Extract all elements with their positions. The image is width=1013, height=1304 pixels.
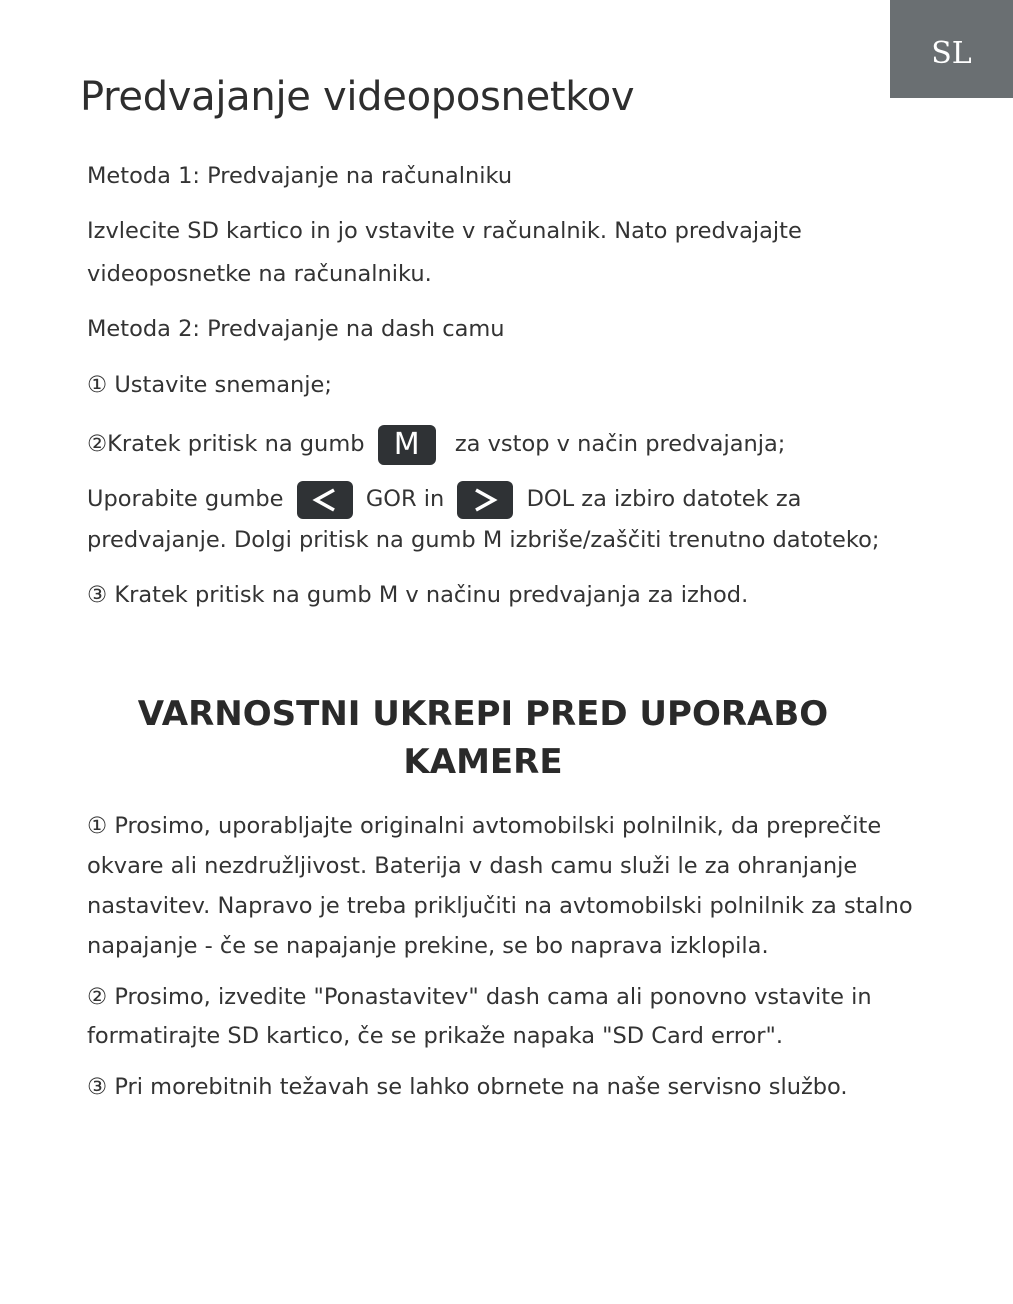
method2-heading: Metoda 2: Predvajanje na dash camu xyxy=(87,316,505,342)
step2-text-before: ②Kratek pritisk na gumb xyxy=(87,431,365,457)
gor-in-text: GOR in xyxy=(365,486,445,512)
method2-buttons-line xyxy=(87,479,801,519)
buttons-text-after: DOL za izbiro datotek za xyxy=(526,486,802,512)
buttons-text-before: Uporabite gumbe xyxy=(87,486,284,512)
safety-item1-line3: nastavitev. Napravo je treba priključiti na avtomobilski polnilnik za stalno xyxy=(87,893,913,919)
safety-item3: ③ Pri morebitnih težavah se lahko obrnete na naše servisno službo. xyxy=(87,1074,848,1100)
safety-title xyxy=(0,690,966,786)
language-tab: SL xyxy=(890,0,1013,98)
safety-item2-line1: ② Prosimo, izvedite "Ponastavitev" dash cama ali ponovno vstavite in xyxy=(87,984,872,1010)
m-button-icon: M xyxy=(378,425,436,465)
method2-step1: ① Ustavite snemanje; xyxy=(87,372,332,398)
safety-title-line2: KAMERE xyxy=(403,742,563,782)
method1-line1: Izvlecite SD kartico in jo vstavite v računalnik. Nato predvajajte xyxy=(87,218,802,244)
method1-heading: Metoda 1: Predvajanje na računalniku xyxy=(87,163,513,189)
method2-step3: ③ Kratek pritisk na gumb M v načinu predvajanja za izhod. xyxy=(87,582,749,608)
safety-item1-line2: okvare ali nezdružljivost. Baterija v dash camu služi le za ohranjanje xyxy=(87,853,858,879)
safety-item1-line1: ① Prosimo, uporabljajte originalni avtomobilski polnilnik, da preprečite xyxy=(87,813,882,839)
page-title: Predvajanje videoposnetkov xyxy=(80,74,635,120)
chevron-right-icon xyxy=(457,481,513,519)
method2-step2 xyxy=(87,424,785,465)
step2-text-after: za vstop v način predvajanja; xyxy=(454,431,786,457)
safety-item1-line4: napajanje - če se napajanje prekine, se bo naprava izklopila. xyxy=(87,933,769,959)
method1-line2: videoposnetke na računalniku. xyxy=(87,261,432,287)
chevron-left-icon xyxy=(297,481,353,519)
method2-line-cont: predvajanje. Dolgi pritisk na gumb M izbriše/zaščiti trenutno datoteko; xyxy=(87,527,880,553)
safety-item2-line2: formatirajte SD kartico, če se prikaže napaka "SD Card error". xyxy=(87,1023,784,1049)
safety-title-line1: VARNOSTNI UKREPI PRED UPORABO xyxy=(137,694,829,734)
